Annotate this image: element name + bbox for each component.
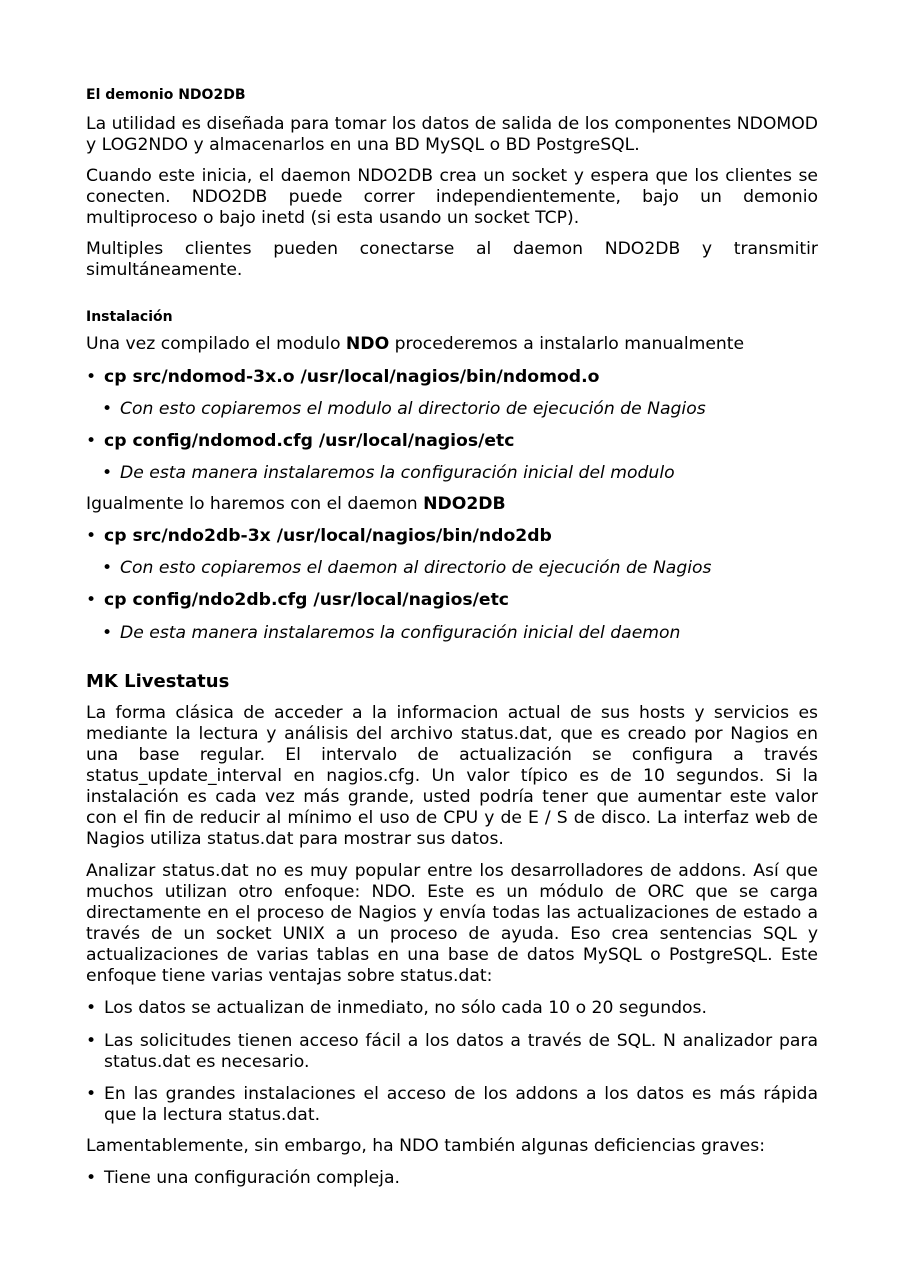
bullet-icon: • <box>86 526 97 546</box>
bullet-icon: • <box>102 623 113 643</box>
note-text: Con esto copiaremos el daemon al directorio de ejecución de Nagios <box>120 558 712 578</box>
list-item-command <box>86 526 818 547</box>
paragraph: La forma clásica de acceder a la informacion actual de sus hosts y servicios es mediante la lectura y análisis del archivo status.dat, que es creado por Nagios en una base regular. El intervalo de actualización se configura a través status_update_interval en nagios.cfg. Un valor típico es de 10 segundos. Si la instalación es cada vez más grande, usted podría tener que aumentar este valor con el fin de reducir al mínimo el uso de CPU y de E / S de disco. La interfaz web de Nagios utiliza status.dat para mostrar sus datos. <box>86 703 818 849</box>
command-text: cp src/ndo2db-3x /usr/local/nagios/bin/ndo2db <box>104 526 552 546</box>
advantage-text: Los datos se actualizan de inmediato, no sólo cada 10 o 20 segundos. <box>104 998 707 1018</box>
text: procederemos a instalarlo manualmente <box>389 334 745 354</box>
note-text: De esta manera instalaremos la configuración inicial del daemon <box>120 623 681 643</box>
install-intro <box>86 334 744 355</box>
section-heading-ndo2db: El demonio NDO2DB <box>86 87 246 103</box>
emphasis: NDO <box>345 334 390 354</box>
list-item-note <box>102 399 706 420</box>
bullet-icon: • <box>102 558 113 578</box>
bullet-icon: • <box>102 399 113 419</box>
list-item-note <box>102 463 675 484</box>
list-item-command <box>86 431 818 452</box>
note-text: De esta manera instalaremos la configuración inicial del modulo <box>120 463 675 483</box>
daemon-intro <box>86 494 506 515</box>
bullet-icon: • <box>86 1031 97 1051</box>
text: Igualmente lo haremos con el daemon <box>86 494 424 514</box>
paragraph: La utilidad es diseñada para tomar los datos de salida de los componentes NDOMOD y LOG2NDO y almacenarlos en una BD MySQL o BD PostgreSQL. <box>86 114 818 155</box>
paragraph: Cuando este inicia, el daemon NDO2DB crea un socket y espera que los clientes se conecten. NDO2DB puede correr independientemente, bajo un demonio multiproceso o bajo inetd (si esta usando un socket TCP). <box>86 166 818 228</box>
list-item-deficiency <box>86 1168 818 1189</box>
deficiency-text: Tiene una configuración compleja. <box>104 1168 400 1188</box>
list-item-advantage <box>86 1031 818 1073</box>
bullet-icon: • <box>86 1168 97 1188</box>
list-item-advantage <box>86 998 818 1019</box>
command-text: cp config/ndo2db.cfg /usr/local/nagios/etc <box>104 590 509 610</box>
advantage-text: Las solicitudes tienen acceso fácil a los datos a través de SQL. N analizador para status.dat es necesario. <box>104 1031 818 1072</box>
bullet-icon: • <box>102 463 113 483</box>
paragraph: Multiples clientes pueden conectarse al daemon NDO2DB y transmitir simultáneamente. <box>86 239 818 280</box>
section-heading-livestatus: MK Livestatus <box>86 671 230 692</box>
bullet-icon: • <box>86 998 97 1018</box>
list-item-advantage <box>86 1084 818 1126</box>
bullet-icon: • <box>86 431 97 451</box>
emphasis: NDO2DB <box>423 494 506 514</box>
section-heading-instalacion: Instalación <box>86 309 173 325</box>
advantage-text: En las grandes instalaciones el acceso de los addons a los datos es más rápida que la lectura status.dat. <box>104 1084 818 1125</box>
bullet-icon: • <box>86 1084 97 1104</box>
bullet-icon: • <box>86 590 97 610</box>
command-text: cp src/ndomod-3x.o /usr/local/nagios/bin/ndomod.o <box>104 367 600 387</box>
note-text: Con esto copiaremos el modulo al directorio de ejecución de Nagios <box>120 399 706 419</box>
list-item-command <box>86 590 818 611</box>
list-item-note <box>102 623 680 644</box>
paragraph: Analizar status.dat no es muy popular entre los desarrolladores de addons. Así que muchos utilizan otro enfoque: NDO. Este es un módulo de ORC que se carga directamente en el proceso de Nagios y envía todas las actualizaciones de estado a través de un socket UNIX a un proceso de ayuda. Eso crea sentencias SQL y actualizaciones de varias tablas en una base de datos MySQL o PostgreSQL. Este enfoque tiene varias ventajas sobre status.dat: <box>86 861 818 986</box>
command-text: cp config/ndomod.cfg /usr/local/nagios/etc <box>104 431 515 451</box>
text: Una vez compilado el modulo <box>86 334 346 354</box>
bullet-icon: • <box>86 367 97 387</box>
list-item-command <box>86 367 818 388</box>
deficiencies-intro: Lamentablemente, sin embargo, ha NDO también algunas deficiencias graves: <box>86 1136 765 1156</box>
list-item-note <box>102 558 712 579</box>
